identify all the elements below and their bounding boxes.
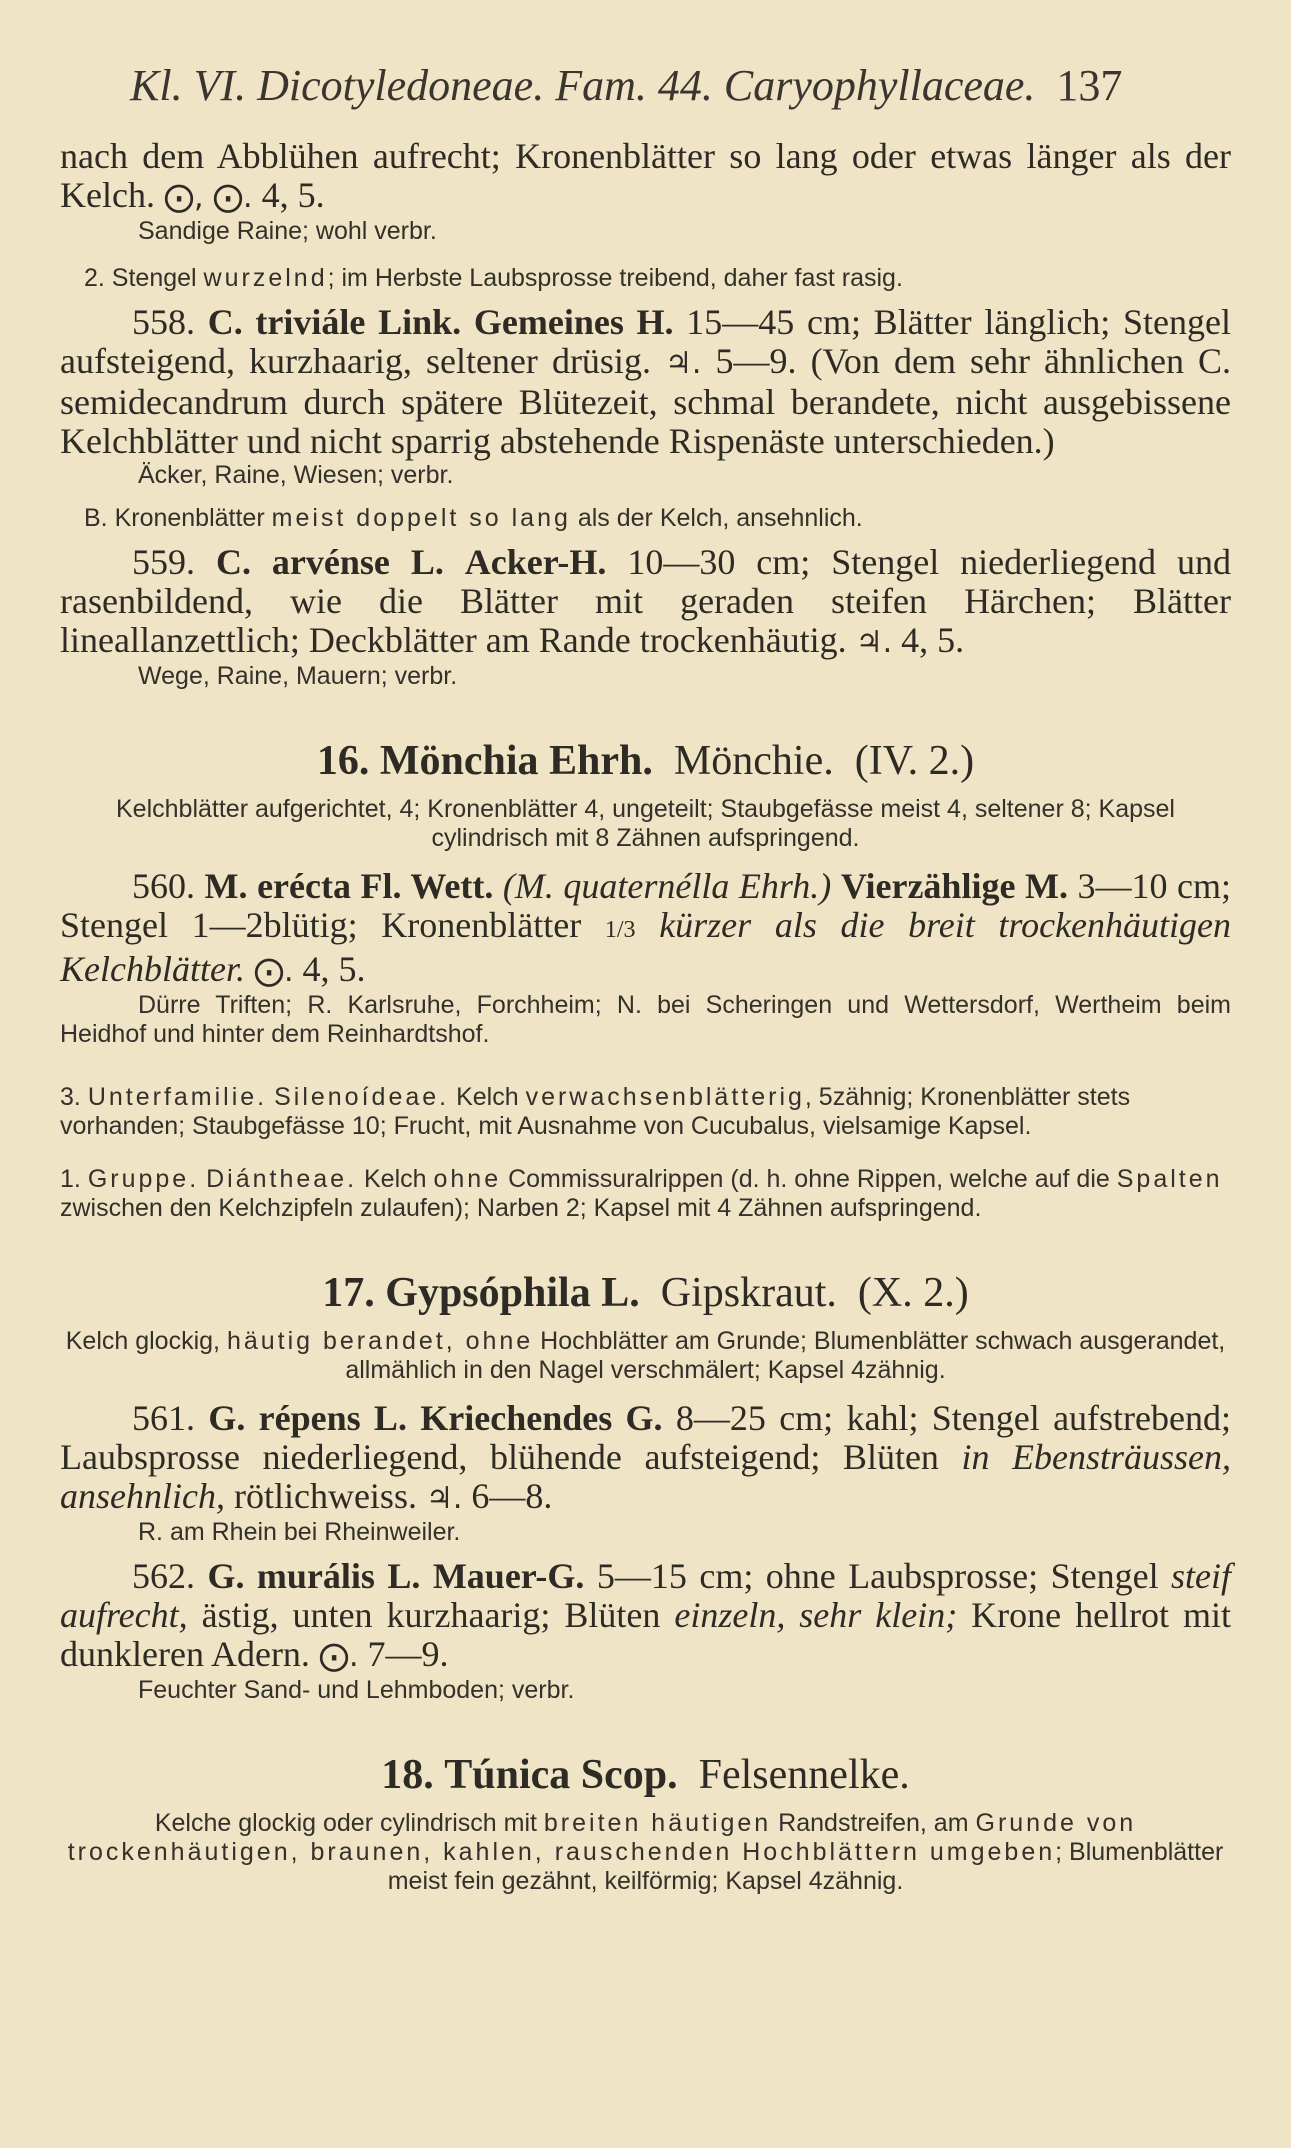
genus-heading-17: 17. Gypsóphila L. Gipskraut. (X. 2.) xyxy=(322,1270,969,1316)
group-heading: 1. Gruppe. Diántheae. Kelch ohne Commissuralrippen (d. h. ohne Rippen, welche auf die Spalten zwischen den Kelchzipfeln zulaufen); Narben 2; Kapsel mit 4 Zähnen aufspringend. xyxy=(60,1165,1223,1222)
perennial-symbol: ♃. xyxy=(855,625,893,660)
genus-heading-16: 16. Mönchia Ehrh. Mönchie. (IV. 2.) xyxy=(316,738,975,784)
synonym: (M. quaternélla Ehrh.) xyxy=(502,866,832,906)
species-name: G. murális L. xyxy=(207,1556,421,1596)
perennial-symbol: ♃. xyxy=(665,346,702,381)
genus-name: Mönchia Ehrh. xyxy=(379,738,653,784)
species-558: 558. C. triviále Link. Gemeines H. 15—45 cm; Blätter länglich; Stengel aufsteigend, kurzhaarig, seltener drüsig. ♃. 5—9. (Von dem sehr ähnlichen C. semidecandrum durch spätere Blütezeit, schmal berandete, nicht ausgebissene Kelchblätter und nicht sparrig abstehende Rispenäste unterschieden.) xyxy=(60,302,1232,461)
common-name: Acker-H. xyxy=(464,542,607,582)
running-header xyxy=(130,60,1231,111)
species-name: M. erécta Fl. Wett. xyxy=(204,866,494,906)
species-561: 561. G. répens L. Kriechendes G. 8—25 cm; kahl; Stengel aufstrebend; Laubsprosse niederliegend, blühende aufsteigend; Blüten in Ebensträussen, ansehnlich, rötlichweiss. ♃. 6—8. xyxy=(60,1398,1231,1516)
habitat-line: Äcker, Raine, Wiesen; verbr. xyxy=(138,461,454,489)
genus-description: Kelch glockig, häutig berandet, ohne Hochblätter am Grunde; Blumenblätter schwach ausgerandet, allmählich in den Nagel verschmälert; Kapsel 4zähnig. xyxy=(65,1327,1226,1384)
genus-description: Kelchblätter aufgerichtet, 4; Kronenblätter 4, ungeteilt; Staubgefässe meist 4, seltener 8; Kapsel cylindrisch mit 8 Zähnen aufspringend. xyxy=(116,795,1175,852)
habitat-line: Feuchter Sand- und Lehmboden; verbr. xyxy=(138,1676,575,1704)
perennial-symbol: ♃. xyxy=(425,1481,463,1516)
genus-heading-18: 18. Túnica Scop. Felsennelke. xyxy=(381,1752,910,1798)
lifespan-symbol: ⨀, ⨀. xyxy=(163,180,253,215)
species-name: C. arvénse L. xyxy=(215,542,444,582)
common-name: Vierzählige M. xyxy=(840,866,1068,906)
page-number: 137 xyxy=(1056,61,1123,110)
common-name: Gemeines H. xyxy=(473,302,674,342)
habitat-line: Dürre Triften; R. Karlsruhe, Forchheim; N. bei Scheringen und Wettersdorf, Wertheim beim Heidhof und hinter dem Reinhardtshof. xyxy=(60,991,1231,1048)
species-559: 559. C. arvénse L. Acker-H. 10—30 cm; Stengel niederliegend und rasenbildend, wie die Blätter mit geraden steifen Härchen; Blätter lineallanzettlich; Deckblätter am Rande trockenhäutig. ♃. 4, 5. xyxy=(60,542,1232,660)
species-560: 560. M. erécta Fl. Wett. (M. quaternélla Ehrh.) Vierzählige M. 3—10 cm; Stengel 1—2blütig; Kronenblätter 1/3 kürzer als die breit trockenhäutigen Kelchblätter. ⨀. 4, 5. xyxy=(60,866,1232,989)
running-title: Kl. VI. Dicotyledoneae. Fam. 44. Caryophyllaceae. xyxy=(130,61,1036,110)
species-name: C. triviále Link. xyxy=(207,302,462,342)
habitat-line: Sandige Raine; wohl verbr. xyxy=(138,217,437,245)
common-name: Mauer-G. xyxy=(432,1556,585,1596)
annual-symbol: ⨀. xyxy=(318,1639,359,1674)
common-name: Kriechendes G. xyxy=(420,1398,663,1438)
key-couplet-2: 2. Stengel wurzelnd; im Herbste Laubsprosse treibend, daher fast rasig. xyxy=(84,264,903,292)
genus-name: Túnica Scop. xyxy=(444,1752,678,1798)
genus-name: Gypsóphila L. xyxy=(385,1270,640,1316)
habitat-line: R. am Rhein bei Rheinweiler. xyxy=(138,1518,461,1546)
habitat-line: Wege, Raine, Mauern; verbr. xyxy=(138,662,458,690)
continuation-paragraph: nach dem Abblühen aufrecht; Kronenblätter so lang oder etwas länger als der Kelch. ⨀, ⨀. 4, 5. xyxy=(60,136,1231,215)
subfamily-heading: 3. Unterfamilie. Silenoídeae. Kelch verwachsenblätterig, 5zähnig; Kronenblätter stets vorhanden; Staubgefässe 10; Frucht, mit Ausnahme von Cucubalus, vielsamige Kapsel. xyxy=(60,1083,1131,1140)
species-name: G. répens L. xyxy=(208,1398,407,1438)
annual-symbol: ⨀. xyxy=(253,954,294,989)
genus-description: Kelche glockig oder cylindrisch mit breiten häutigen Randstreifen, am Grunde von trockenhäutigen, braunen, kahlen, rauschenden Hochblättern umgeben; Blumenblätter meist fein gezähnt, keilförmig; Kapsel 4zähnig. xyxy=(67,1809,1224,1895)
key-couplet-b: B. Kronenblätter meist doppelt so lang als der Kelch, ansehnlich. xyxy=(84,504,863,532)
species-562: 562. G. murális L. Mauer-G. 5—15 cm; ohne Laubsprosse; Stengel steif aufrecht, ästig, unten kurzhaarig; Blüten einzeln, sehr klein; Krone hellrot mit dunkleren Adern. ⨀. 7—9. xyxy=(60,1556,1232,1674)
